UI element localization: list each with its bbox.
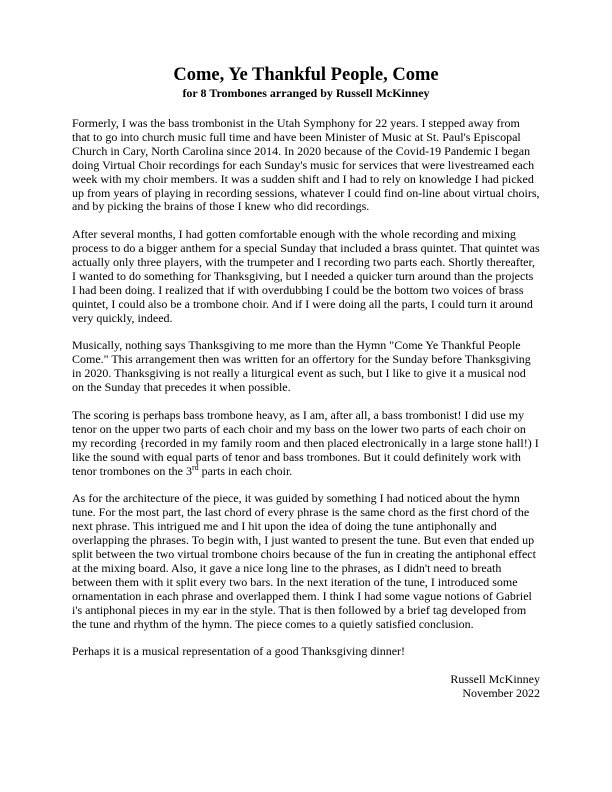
paragraph-2: After several months, I had gotten comfortable enough with the whole recording and mixing process to do a bigger anthem for a special Sunday that included a brass quintet. That quintet was actually only three players, with the trumpeter and I recording two parts each. Shortly thereafter, I wanted to do something for Thanksgiving, but I needed a quicker turn around than the projects I had been doing. I realized that if with overdubbing I could be the bottom two voices of brass quintet, I could also be a trombone choir. And if I were doing all the parts, I could turn it around very quickly, indeed. <box>72 227 540 325</box>
paragraph-4 <box>72 409 540 479</box>
document-title: Come, Ye Thankful People, Come <box>173 65 439 85</box>
paragraph-4-text: The scoring is perhaps bass trombone heavy, as I am, after all, a bass trombonist! I did use my tenor on the upper two parts of each choir and my bass on the lower two parts of each choir on my recording {recorded in my family room and then placed electronically in a large stone hall!) I like the sound with equal parts of tenor and bass trombones. But it could definitely work with tenor trombones on the 3 <box>72 407 539 478</box>
document-subtitle: for 8 Trombones arranged by Russell McKinney <box>182 86 430 100</box>
paragraph-1: Formerly, I was the bass trombonist in the Utah Symphony for 22 years. I stepped away from that to go into church music full time and have been Minister of Music at St. Paul's Episcopal Church in Cary, North Carolina since 2014. In 2020 because of the Covid-19 Pandemic I began doing Virtual Choir recordings for each Sunday's music for services that were livestreamed each week with my choir members. It was a sudden shift and I had to rely on knowledge I had picked up from years of playing in recording sessions, whatever I could find on-line about virtual choirs, and by picking the brains of those I knew who did recordings. <box>72 116 540 214</box>
ordinal-superscript: rd <box>191 462 199 472</box>
signature-block <box>72 673 540 701</box>
paragraph-5: As for the architecture of the piece, it was guided by something I had noticed about the hymn tune. For the most part, the last chord of every phrase is the same chord as the first chord of the next phrase. This intrigued me and I hit upon the idea of doing the tune antiphonally and overlapping the phrases. To begin with, I just wanted to present the tune. But even that ended up split between the two virtual trombone choirs because of the fun in creating the antiphonal effect at the mixing board. Also, it gave a nice long line to the phrases, as I didn't need to breath between them with it split every two bars. In the next iteration of the tune, I introduced some ornamentation in each phrase and overlapped them. I think I had some vague notions of Gabriel i's antiphonal pieces in my ear in the style. That is then followed by a brief tag developed from the tune and rhythm of the hymn. The piece comes to a quietly satisfied conclusion. <box>72 491 536 631</box>
paragraph-6: Perhaps it is a musical representation of a good Thanksgiving dinner! <box>72 644 406 659</box>
signature-date: November 2022 <box>462 686 540 701</box>
paragraph-3: Musically, nothing says Thanksgiving to me more than the Hymn "Come Ye Thankful People Come." This arrangement then was written for an offertory for the Sunday before Thanksgiving in 2020. Thanksgiving is not really a liturgical event as such, but I like to give it a musical nod on the Sunday that precedes it when possible. <box>72 338 531 395</box>
paragraph-4-text-end: parts in each choir. <box>198 463 293 478</box>
document-page <box>72 64 540 701</box>
signature-name: Russell McKinney <box>450 672 540 687</box>
